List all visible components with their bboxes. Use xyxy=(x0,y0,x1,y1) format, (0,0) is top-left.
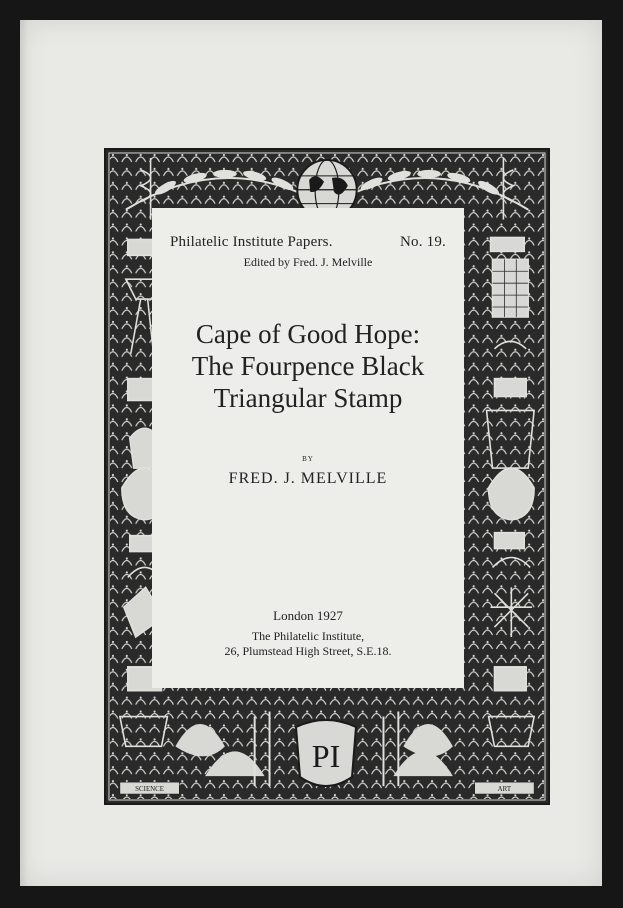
by-label: BY xyxy=(302,455,314,463)
book-title xyxy=(152,318,464,414)
art-scroll-text: ART xyxy=(497,785,512,794)
publisher-address: 26, Plumstead High Street, S.E.18. xyxy=(224,644,392,658)
author-name: FRED. J. MELVILLE xyxy=(228,470,388,487)
series-line xyxy=(170,234,446,251)
book-cover xyxy=(20,20,602,886)
publisher-name: The Philatelic Institute, xyxy=(251,629,365,643)
title-line: Triangular Stamp xyxy=(213,383,403,413)
series-number: No. 19. xyxy=(400,234,446,250)
editor-credit: Edited by Fred. J. Melville xyxy=(243,255,373,269)
title-panel xyxy=(152,208,464,688)
science-scroll-text: SCIENCE xyxy=(135,785,165,794)
place-year: London 1927 xyxy=(273,608,343,623)
monogram-text: PI xyxy=(311,738,341,774)
title-line: The Fourpence Black xyxy=(191,351,425,381)
title-line: Cape of Good Hope: xyxy=(195,319,421,349)
monogram-emblem xyxy=(290,717,362,795)
series-name: Philatelic Institute Papers. xyxy=(170,234,333,250)
